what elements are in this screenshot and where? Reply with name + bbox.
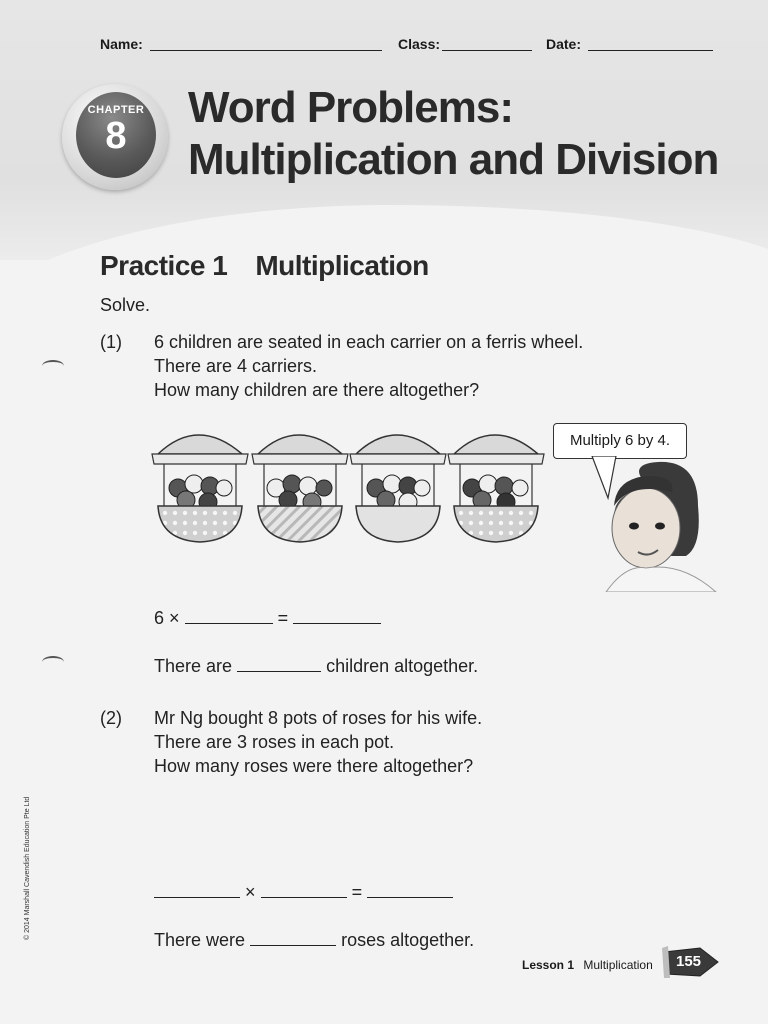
problem-2-line: How many roses were there altogether?	[154, 756, 474, 776]
answer-2-blank[interactable]	[250, 931, 336, 946]
class-field[interactable]	[442, 35, 532, 51]
footer-lesson: Lesson 1	[522, 958, 575, 972]
equation-2-blank-product[interactable]	[367, 883, 453, 898]
equation-1	[154, 606, 381, 630]
problem-1-line: There are 4 carriers.	[154, 356, 318, 376]
answer-2-after: roses altogether.	[341, 930, 475, 950]
practice-heading	[100, 250, 429, 282]
equals-sign: =	[277, 608, 289, 628]
answer-2-before: There were	[154, 930, 246, 950]
problem-2-text	[154, 706, 482, 778]
girl-illustration	[586, 456, 726, 592]
speech-bubble-text: Multiply 6 by 4.	[569, 432, 671, 449]
ferris-wheel-carriers-illustration	[150, 418, 546, 550]
copyright-notice: © 2014 Marshall Cavendish Education Pte Ltd	[24, 796, 31, 940]
chapter-number: 8	[105, 115, 127, 157]
carrier-1	[152, 435, 248, 542]
footer-topic: Multiplication	[583, 958, 653, 972]
carrier-3	[350, 435, 446, 542]
problem-2-number: (2)	[100, 708, 122, 728]
chapter-title-line1: Word Problems:	[188, 83, 514, 132]
carrier-4	[448, 435, 544, 542]
problem-2-line: There are 3 roses in each pot.	[154, 732, 395, 752]
equation-2-blank-factor-a[interactable]	[154, 883, 240, 898]
problem-1-line: 6 children are seated in each carrier on a ferris wheel.	[154, 332, 584, 352]
times-sign: ×	[245, 882, 256, 902]
class-label: Class:	[398, 36, 441, 52]
equation-2	[154, 880, 453, 904]
date-field[interactable]	[588, 35, 713, 51]
equation-2-blank-factor-b[interactable]	[261, 883, 347, 898]
problem-1-number: (1)	[100, 332, 122, 352]
answer-1-before: There are	[154, 656, 233, 676]
equation-1-blank-product[interactable]	[293, 609, 381, 624]
footer	[522, 958, 653, 972]
instruction: Solve.	[100, 295, 151, 315]
problem-2-line: Mr Ng bought 8 pots of roses for his wife.	[154, 708, 483, 728]
speech-bubble	[553, 423, 687, 459]
answer-2	[154, 928, 474, 952]
equals-sign: =	[351, 882, 363, 902]
answer-1-blank[interactable]	[237, 657, 321, 672]
speech-bubble-tail	[592, 456, 616, 498]
practice-topic: Multiplication	[255, 250, 429, 281]
practice-number: Practice 1	[100, 250, 228, 281]
name-label: Name:	[100, 36, 143, 52]
chapter-title	[188, 82, 718, 186]
name-field[interactable]	[150, 35, 382, 51]
answer-1	[154, 654, 478, 678]
page-number: 155	[676, 953, 702, 970]
chapter-label: CHAPTER	[87, 104, 145, 116]
date-label: Date:	[546, 36, 582, 52]
equation-1-start: 6 ×	[154, 608, 180, 628]
chapter-badge-inner	[76, 92, 156, 178]
equation-1-blank-factor[interactable]	[185, 609, 273, 624]
answer-1-after: children altogether.	[326, 656, 479, 676]
binder-hole-icon	[42, 656, 64, 668]
binder-hole-icon	[42, 360, 64, 372]
problem-1-line: How many children are there altogether?	[154, 380, 480, 400]
chapter-title-line2: Multiplication and Division	[188, 135, 719, 184]
carrier-2	[252, 435, 348, 542]
problem-1-text	[154, 330, 583, 402]
